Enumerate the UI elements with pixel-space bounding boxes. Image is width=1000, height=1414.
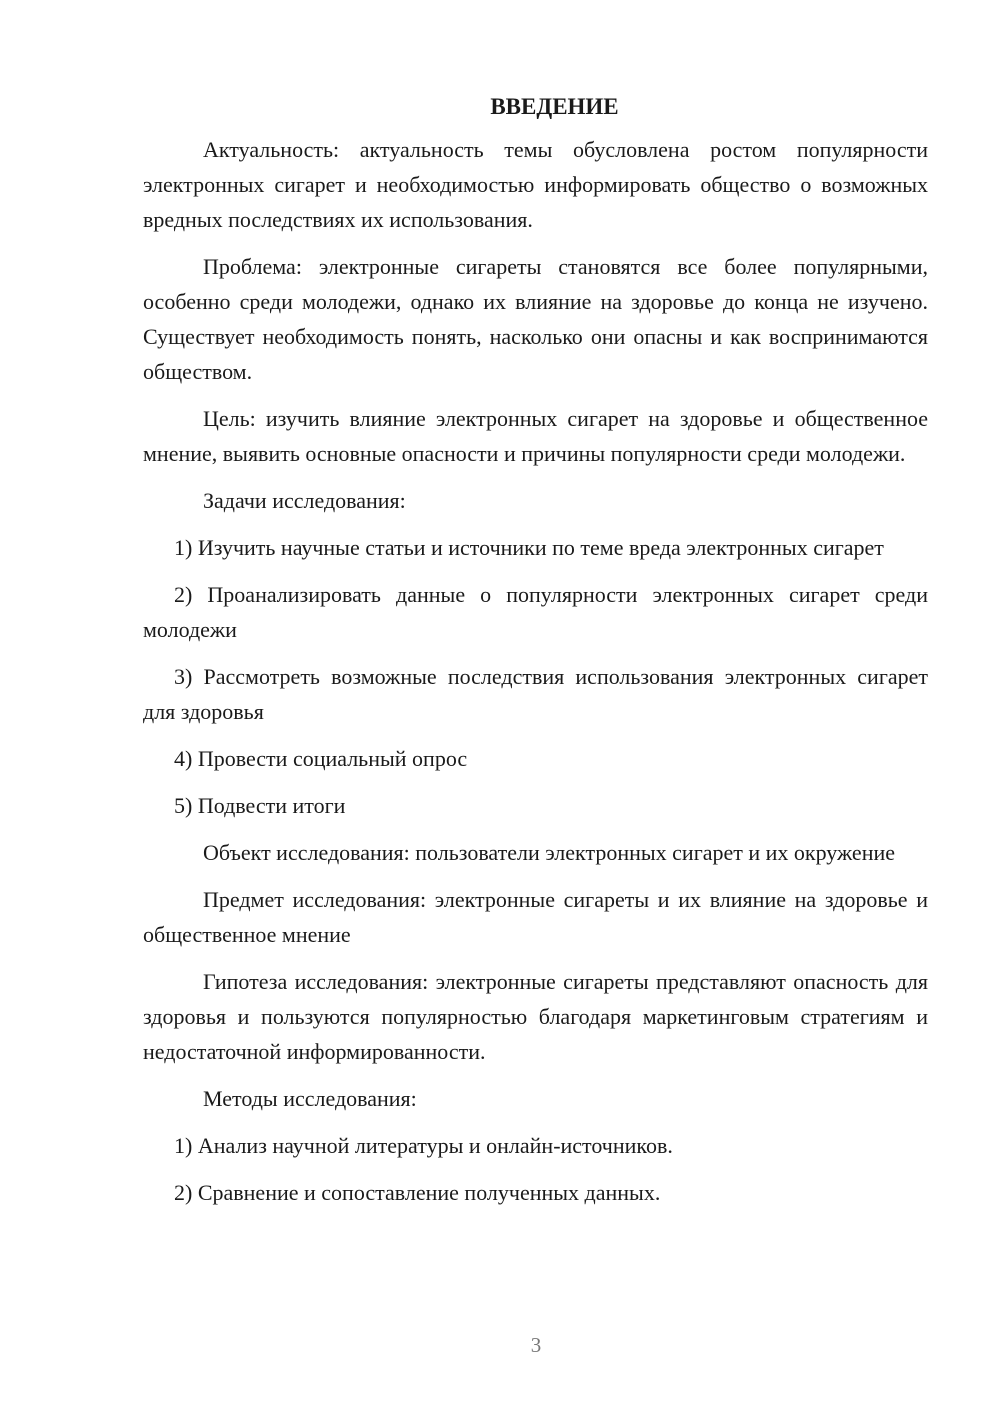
relevance-paragraph: Актуальность: актуальность темы обусловлена ростом популярности электронных сигарет и необходимостью информировать общество о возможных вредных последствиях их использования. [143,137,928,232]
task-item: 4) Провести социальный опрос [174,746,468,771]
task-item: 3) Рассмотреть возможные последствия использования электронных сигарет для здоровья [143,664,928,724]
object-paragraph: Объект исследования: пользователи электронных сигарет и их окружение [203,840,896,865]
subject-paragraph: Предмет исследования: электронные сигареты и их влияние на здоровье и общественное мнение [143,887,928,947]
problem-paragraph: Проблема: электронные сигареты становятся все более популярными, особенно среди молодежи, однако их влияние на здоровье до конца не изучено. Существует необходимость понять, насколько они опасны и как воспринимаются обществом. [143,254,928,384]
page-title: ВВЕДЕНИЕ [490,94,619,119]
task-item: 2) Проанализировать данные о популярности электронных сигарет среди молодежи [143,582,928,642]
methods-heading: Методы исследования: [203,1086,417,1111]
task-item: 1) Изучить научные статьи и источники по теме вреда электронных сигарет [174,535,884,560]
page-number: 3 [530,1333,542,1357]
tasks-heading: Задачи исследования: [203,488,406,513]
task-item: 5) Подвести итоги [174,793,346,818]
method-item: 1) Анализ научной литературы и онлайн-источников. [174,1133,673,1158]
method-item: 2) Сравнение и сопоставление полученных данных. [174,1180,661,1205]
goal-paragraph: Цель: изучить влияние электронных сигарет на здоровье и общественное мнение, выявить основные опасности и причины популярности среди молодежи. [143,406,928,466]
hypothesis-paragraph: Гипотеза исследования: электронные сигареты представляют опасность для здоровья и пользуются популярностью благодаря маркетинговым стратегиям и недостаточной информированности. [143,969,928,1064]
